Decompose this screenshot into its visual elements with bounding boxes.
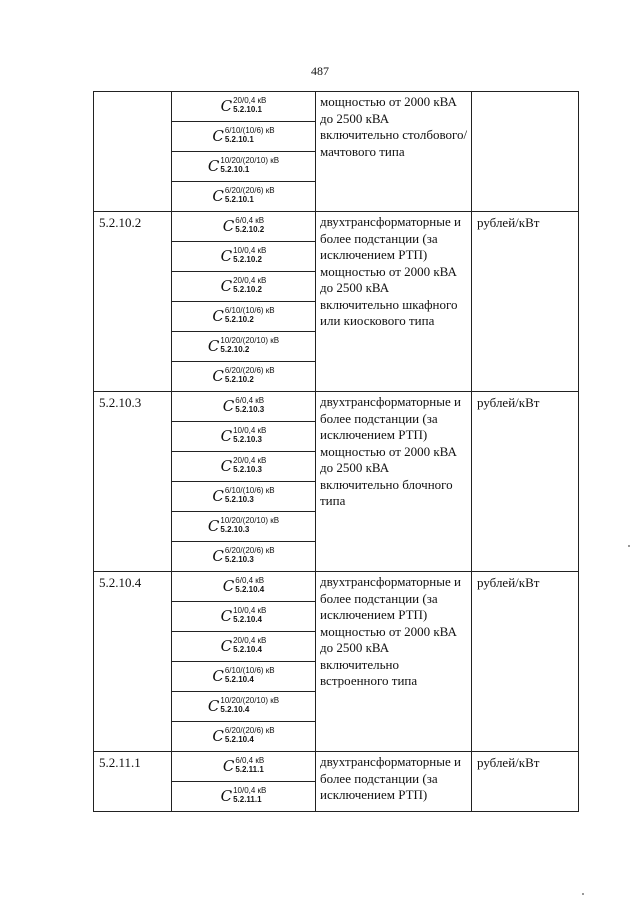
rate-symbol-cell (172, 392, 316, 422)
rate-symbol-cell (172, 422, 316, 452)
rate-symbol (208, 337, 279, 356)
tariff-table (93, 91, 579, 812)
voltage-superscript: 20/0,4 кВ (233, 456, 267, 466)
item-subscript: 5.2.10.2 (224, 375, 254, 385)
rate-symbol-cell (172, 692, 316, 722)
rate-symbol (208, 517, 279, 536)
rate-symbol-base: C (220, 786, 233, 805)
rate-symbol (212, 727, 274, 746)
item-subscript: 5.2.10.1 (224, 135, 254, 145)
voltage-superscript: 10/0,4 кВ (233, 606, 267, 616)
rate-symbol-scripts (225, 666, 275, 684)
rate-symbol (221, 427, 267, 446)
rate-symbol-base: C (222, 756, 235, 775)
rate-symbol-cell (172, 782, 316, 812)
rate-symbol-scripts (225, 546, 275, 564)
rate-symbol-base: C (207, 696, 220, 715)
rate-symbol-cell (172, 662, 316, 692)
rate-symbol-base: C (220, 606, 233, 625)
rate-symbol-scripts (225, 366, 275, 384)
item-subscript: 5.2.10.3 (224, 555, 254, 565)
rate-symbol (208, 697, 279, 716)
rate-symbol-scripts (233, 276, 266, 294)
table-row (94, 572, 579, 602)
rate-symbol-cell (172, 602, 316, 632)
voltage-superscript: 6/0,4 кВ (235, 216, 265, 226)
rate-symbol-cell (172, 542, 316, 572)
rate-symbol-cell (172, 122, 316, 152)
rate-symbol-base: C (207, 156, 220, 175)
rate-symbol-scripts (233, 246, 266, 264)
item-code (94, 92, 172, 212)
rate-symbol-base: C (212, 726, 224, 745)
rate-symbol-base: C (212, 186, 224, 205)
substation-description: мощностью от 2000 кВА до 2500 кВА включительно столбового/мачтового типа (316, 92, 472, 212)
rate-symbol-scripts (233, 606, 266, 624)
rate-symbol (212, 367, 274, 386)
voltage-superscript: 20/0,4 кВ (233, 636, 267, 646)
rate-symbol-base: C (207, 516, 220, 535)
item-subscript: 5.2.10.4 (220, 705, 250, 715)
item-code: 5.2.10.2 (94, 212, 172, 392)
rate-symbol-scripts (220, 336, 279, 354)
rate-symbol-base: C (220, 426, 233, 445)
voltage-superscript: 6/10/(10/6) кВ (224, 306, 275, 316)
rate-symbol-scripts (225, 306, 275, 324)
item-code: 5.2.11.1 (94, 752, 172, 812)
item-subscript: 5.2.10.3 (233, 465, 262, 475)
table-row (94, 92, 579, 122)
item-subscript: 5.2.10.4 (235, 585, 265, 595)
item-subscript: 5.2.10.4 (224, 675, 254, 685)
rate-symbol-cell (172, 272, 316, 302)
voltage-superscript: 10/0,4 кВ (233, 786, 267, 796)
rate-symbol-base: C (212, 486, 224, 505)
voltage-superscript: 10/20/(20/10) кВ (220, 156, 280, 166)
item-subscript: 5.2.10.3 (220, 525, 250, 535)
rate-symbol (223, 757, 264, 776)
voltage-superscript: 6/20/(20/6) кВ (224, 726, 275, 736)
unit-of-measure: рублей/кВт (472, 392, 579, 572)
unit-of-measure (472, 92, 579, 212)
rate-symbol-base: C (220, 276, 233, 295)
scan-speck (582, 893, 584, 895)
rate-symbol (208, 157, 279, 176)
rate-symbol (221, 97, 267, 116)
item-subscript: 5.2.10.1 (233, 105, 262, 115)
rate-symbol-cell (172, 572, 316, 602)
voltage-superscript: 10/20/(20/10) кВ (220, 336, 280, 346)
voltage-superscript: 6/10/(10/6) кВ (224, 666, 275, 676)
voltage-superscript: 6/0,4 кВ (235, 756, 265, 766)
rate-symbol-scripts (233, 96, 266, 114)
rate-symbol-base: C (212, 306, 224, 325)
rate-symbol (221, 457, 267, 476)
rate-symbol (212, 487, 274, 506)
voltage-superscript: 10/20/(20/10) кВ (220, 516, 280, 526)
voltage-superscript: 6/0,4 кВ (235, 576, 265, 586)
voltage-superscript: 6/20/(20/6) кВ (224, 546, 275, 556)
rate-symbol-base: C (220, 636, 233, 655)
voltage-superscript: 6/20/(20/6) кВ (224, 186, 275, 196)
table-row (94, 752, 579, 782)
voltage-superscript: 20/0,4 кВ (233, 96, 267, 106)
scan-speck (628, 545, 630, 547)
rate-symbol-scripts (235, 756, 264, 774)
rate-symbol (223, 217, 264, 236)
rate-symbol-scripts (233, 426, 266, 444)
rate-symbol-base: C (220, 456, 233, 475)
rate-symbol-base: C (212, 546, 224, 565)
rate-symbol-base: C (222, 396, 235, 415)
unit-of-measure: рублей/кВт (472, 212, 579, 392)
item-subscript: 5.2.10.4 (233, 615, 262, 625)
rate-symbol-scripts (220, 156, 279, 174)
rate-symbol-scripts (233, 636, 266, 654)
rate-symbol (221, 607, 267, 626)
item-subscript: 5.2.10.2 (220, 345, 250, 355)
item-subscript: 5.2.10.2 (235, 225, 265, 235)
item-subscript: 5.2.10.1 (224, 195, 254, 205)
rate-symbol-scripts (220, 516, 279, 534)
rate-symbol-base: C (212, 366, 224, 385)
voltage-superscript: 6/10/(10/6) кВ (224, 486, 275, 496)
rate-symbol-cell (172, 182, 316, 212)
rate-symbol (212, 307, 274, 326)
rate-symbol-scripts (233, 456, 266, 474)
rate-symbol-cell (172, 752, 316, 782)
item-subscript: 5.2.10.2 (224, 315, 254, 325)
item-subscript: 5.2.10.3 (235, 405, 265, 415)
rate-symbol-scripts (233, 786, 266, 804)
rate-symbol-cell (172, 242, 316, 272)
rate-symbol (221, 787, 267, 806)
rate-symbol-scripts (225, 186, 275, 204)
item-code: 5.2.10.4 (94, 572, 172, 752)
rate-symbol-cell (172, 332, 316, 362)
item-subscript: 5.2.10.3 (233, 435, 262, 445)
substation-description: двухтрансформаторные и более подстанции (за исключением РТП) мощностью от 2000 кВА до 2500 кВА включительно шкафного или киоскового типа (316, 212, 472, 392)
rate-symbol-base: C (220, 96, 233, 115)
rate-symbol-cell (172, 152, 316, 182)
tariff-table-body (94, 92, 579, 812)
rate-symbol-base: C (222, 576, 235, 595)
rate-symbol-base: C (212, 666, 224, 685)
voltage-superscript: 6/20/(20/6) кВ (224, 366, 275, 376)
rate-symbol-base: C (222, 216, 235, 235)
rate-symbol (223, 397, 264, 416)
rate-symbol (221, 637, 267, 656)
item-subscript: 5.2.11.1 (235, 765, 264, 775)
rate-symbol-scripts (235, 576, 264, 594)
rate-symbol-cell (172, 212, 316, 242)
rate-symbol (212, 187, 274, 206)
rate-symbol-base: C (212, 126, 224, 145)
item-subscript: 5.2.10.3 (224, 495, 254, 505)
voltage-superscript: 20/0,4 кВ (233, 276, 267, 286)
rate-symbol-cell (172, 512, 316, 542)
rate-symbol-base: C (220, 246, 233, 265)
unit-of-measure: рублей/кВт (472, 572, 579, 752)
rate-symbol (221, 247, 267, 266)
item-subscript: 5.2.10.2 (233, 285, 262, 295)
rate-symbol-cell (172, 482, 316, 512)
voltage-superscript: 6/10/(10/6) кВ (224, 126, 275, 136)
item-subscript: 5.2.10.1 (220, 165, 250, 175)
rate-symbol-scripts (225, 486, 275, 504)
rate-symbol-scripts (235, 216, 264, 234)
substation-description: двухтрансформаторные и более подстанции (за исключением РТП) мощностью от 2000 кВА до 2500 кВА включительно встроенного типа (316, 572, 472, 752)
rate-symbol (221, 277, 267, 296)
item-subscript: 5.2.11.1 (233, 795, 262, 805)
rate-symbol-cell (172, 302, 316, 332)
table-row (94, 212, 579, 242)
rate-symbol-cell (172, 362, 316, 392)
rate-symbol-scripts (225, 126, 275, 144)
rate-symbol (212, 547, 274, 566)
rate-symbol (212, 127, 274, 146)
table-row (94, 392, 579, 422)
item-code: 5.2.10.3 (94, 392, 172, 572)
voltage-superscript: 10/20/(20/10) кВ (220, 696, 280, 706)
item-subscript: 5.2.10.2 (233, 255, 262, 265)
item-subscript: 5.2.10.4 (224, 735, 254, 745)
unit-of-measure: рублей/кВт (472, 752, 579, 812)
rate-symbol-scripts (235, 396, 264, 414)
substation-description: двухтрансформаторные и более подстанции (за исключением РТП) мощностью от 2000 кВА до 2500 кВА включительно блочного типа (316, 392, 472, 572)
rate-symbol (223, 577, 264, 596)
rate-symbol-base: C (207, 336, 220, 355)
page-number: 487 (311, 64, 329, 78)
voltage-superscript: 10/0,4 кВ (233, 246, 267, 256)
item-subscript: 5.2.10.4 (233, 645, 262, 655)
substation-description: двухтрансформаторные и более подстанции (за исключением РТП) (316, 752, 472, 812)
rate-symbol (212, 667, 274, 686)
voltage-superscript: 10/0,4 кВ (233, 426, 267, 436)
rate-symbol-cell (172, 452, 316, 482)
rate-symbol-scripts (225, 726, 275, 744)
rate-symbol-cell (172, 722, 316, 752)
rate-symbol-cell (172, 632, 316, 662)
rate-symbol-scripts (220, 696, 279, 714)
rate-symbol-cell (172, 92, 316, 122)
voltage-superscript: 6/0,4 кВ (235, 396, 265, 406)
